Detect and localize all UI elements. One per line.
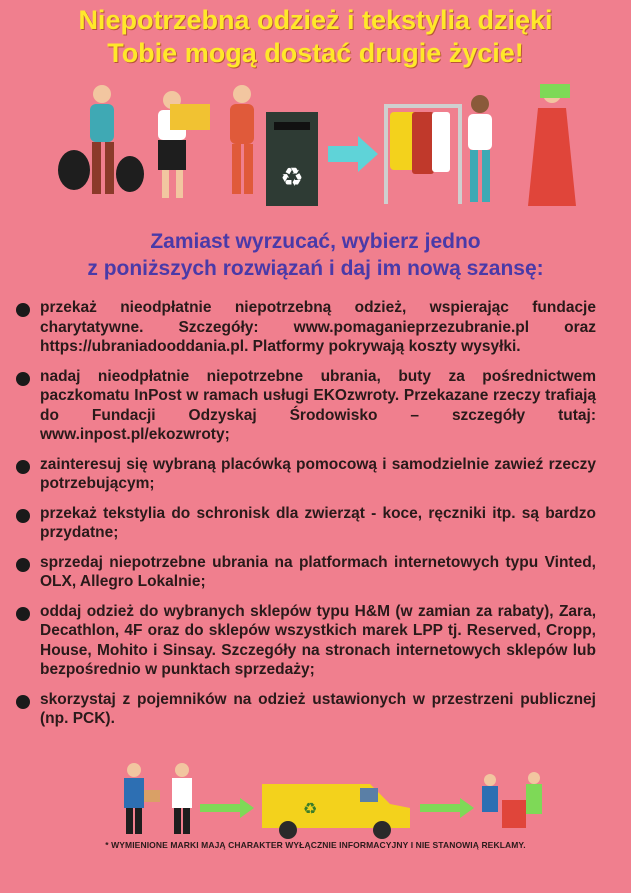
list-item-text: sprzedaj niepotrzebne ubrania na platformach internetowych typu Vinted, OLX, Allegro Lokalnie; (40, 553, 596, 590)
subtitle-line-1: Zamiast wyrzucać, wybierz jedno (150, 230, 481, 253)
list-item (16, 455, 596, 494)
bullet-icon (16, 695, 30, 709)
disclaimer-footnote: * WYMIENIONE MARKI MAJĄ CHARAKTER WYŁĄCZNIE INFORMACYJNY I NIE STANOWIĄ REKLAMY. (105, 840, 526, 850)
list-item (16, 504, 596, 543)
woman-at-bin-figure (230, 85, 254, 194)
arrow-right-icon (328, 136, 378, 172)
woman-in-dress-figure (528, 84, 576, 206)
delivery-van-illustration (120, 760, 560, 840)
list-item (16, 553, 596, 592)
person-with-bags-figure (58, 85, 144, 194)
clothes-rack (384, 104, 462, 204)
shopper-figure (468, 95, 492, 202)
list-item-text: zainteresuj się wybraną placówką pomocową i samodzielnie zawieź rzeczy potrzebującym; (40, 455, 596, 492)
recycle-icon: ♻ (302, 799, 318, 818)
clothing-donation-illustration (40, 82, 600, 222)
title-line-1: Niepotrzebna odzież i tekstylia dzięki (78, 5, 553, 35)
list-item (16, 298, 596, 357)
list-item-text: oddaj odzież do wybranych sklepów typu H&M (w zamian za rabaty), Zara, Decathlon, 4F oraz do sklepów wszystkich marek LPP tj. Reserved, Cropp, House, Mohito i Sinsay. Szczegóły na stronach internetowych sklepów lub bezpośrednio w punktach sprzedaży; (40, 602, 596, 678)
list-item-text: przekaż tekstylia do schronisk dla zwierząt - koce, ręczniki itp. są bardzo przydatne; (40, 504, 596, 541)
woman-receiving-figure (172, 763, 192, 834)
list-item-text: skorzystaj z pojemników na odzież ustawionych w przestrzeni publicznej (np. PCK). (40, 690, 596, 727)
arrow-right-icon (420, 798, 474, 818)
list-item-text: przekaż nieodpłatnie niepotrzebną odzież, wspierając fundacje charytatywne. Szczegóły: www.pomaganieprzezubranie.pl oraz https://ubraniadooddania.pl. Platformy pokrywają koszty wysyłki. (40, 299, 596, 355)
list-item (16, 602, 596, 680)
bullet-icon (16, 303, 30, 317)
bullet-icon (16, 460, 30, 474)
list-item-text: nadaj nieodpłatnie niepotrzebne ubrania, buty za pośrednictwem paczkomatu InPost w ramach usługi EKOzwroty. Przekazane rzeczy trafiają do Fundacji Odzyskaj Środowisko – szczegóły tutaj: www.inpost.pl/ekozwroty; (40, 367, 596, 443)
arrow-right-icon (200, 798, 254, 818)
list-item (16, 690, 596, 729)
title-line-2: Tobie mogą dostać drugie życie! (107, 38, 524, 68)
page-subtitle (0, 228, 631, 282)
courier-figure (124, 763, 160, 834)
person-with-box-figure (158, 91, 210, 198)
recycle-icon: ♻ (280, 163, 304, 193)
clothing-bin (266, 112, 318, 206)
list-item (16, 367, 596, 445)
recipients-figure (482, 772, 542, 828)
delivery-van (262, 784, 410, 839)
solutions-list (16, 298, 596, 739)
subtitle-line-2: z poniższych rozwiązań i daj im nową szansę: (87, 257, 544, 280)
bullet-icon (16, 372, 30, 386)
bullet-icon (16, 558, 30, 572)
page-title (0, 4, 631, 70)
bullet-icon (16, 607, 30, 621)
bullet-icon (16, 509, 30, 523)
